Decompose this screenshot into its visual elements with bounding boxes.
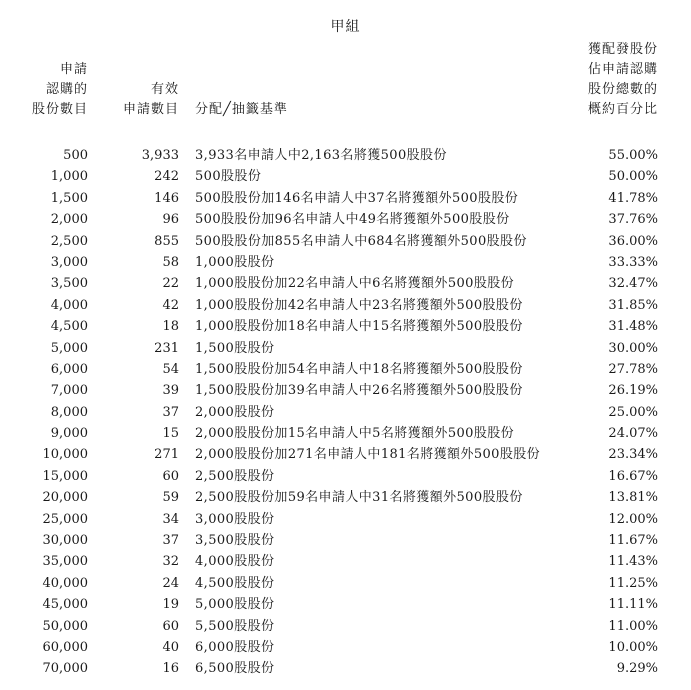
allocation-basis-cell: 3,000股股份	[195, 511, 275, 527]
approx-percentage-cell: 24.07%	[608, 426, 658, 442]
shares-applied-cell: 5,000	[50, 340, 88, 356]
allocation-basis-cell: 3,933名申請人中2,163名將獲500股股份	[195, 148, 447, 163]
valid-applications-cell: 24	[162, 575, 179, 591]
approx-percentage-cell: 33.33%	[608, 254, 658, 270]
header-approx-percentage-line: 概約百分比	[587, 102, 658, 117]
header-valid-applications	[100, 80, 179, 120]
allocation-basis-cell: 4,000股股份	[195, 554, 275, 570]
valid-applications-cell: 231	[154, 340, 179, 356]
valid-applications-cell: 271	[154, 447, 179, 463]
header-shares-applied	[0, 60, 88, 120]
valid-applications-cell: 60	[162, 618, 179, 634]
valid-applications-cell: 855	[154, 233, 179, 249]
shares-applied-cell: 70,000	[42, 661, 88, 677]
approx-percentage-cell: 23.34%	[608, 447, 658, 463]
approx-percentage-cell: 16.67%	[608, 468, 658, 484]
shares-applied-cell: 9,000	[50, 426, 88, 442]
table-row	[0, 295, 691, 316]
table-row	[0, 487, 691, 508]
approx-percentage-cell: 31.48%	[608, 319, 658, 335]
table-row	[0, 509, 691, 530]
valid-applications-cell: 16	[162, 661, 179, 677]
valid-applications-cell: 32	[162, 554, 179, 570]
shares-applied-cell: 2,500	[50, 233, 88, 249]
valid-applications-cell: 19	[162, 597, 179, 613]
valid-applications-cell: 15	[162, 426, 179, 442]
valid-applications-cell: 54	[162, 361, 179, 377]
shares-applied-cell: 25,000	[42, 511, 88, 527]
allocation-basis-cell: 2,000股股份	[195, 404, 275, 420]
table-body	[0, 145, 691, 680]
allocation-basis-cell: 1,000股股份	[195, 254, 275, 270]
valid-applications-cell: 3,933	[141, 148, 179, 163]
table-row	[0, 402, 691, 423]
approx-percentage-cell: 30.00%	[608, 340, 658, 356]
allocation-basis-cell: 2,500股股份	[195, 468, 275, 484]
shares-applied-cell: 35,000	[42, 554, 88, 570]
table-row	[0, 316, 691, 337]
table-row	[0, 209, 691, 230]
approx-percentage-cell: 27.78%	[608, 361, 658, 377]
allocation-basis-cell: 1,500股股份	[195, 340, 275, 356]
allocation-basis-cell: 5,500股股份	[195, 618, 275, 634]
valid-applications-cell: 146	[154, 190, 179, 206]
approx-percentage-cell: 26.19%	[608, 383, 658, 399]
allocation-basis-cell: 500股股份加855名申請人中684名將獲額外500股股份	[195, 233, 527, 249]
shares-applied-cell: 7,000	[50, 383, 88, 399]
table-row	[0, 616, 691, 637]
allocation-basis-cell: 5,000股股份	[195, 597, 275, 613]
valid-applications-cell: 96	[162, 212, 179, 228]
approx-percentage-cell: 25.00%	[608, 404, 658, 420]
allocation-basis-cell: 1,000股股份加42名申請人中23名將獲額外500股股份	[195, 297, 523, 313]
approx-percentage-cell: 31.85%	[608, 297, 658, 313]
table-row	[0, 530, 691, 551]
shares-applied-cell: 10,000	[42, 447, 88, 463]
approx-percentage-cell: 11.00%	[608, 618, 658, 634]
approx-percentage-cell: 10.00%	[608, 639, 658, 655]
header-approx-percentage-line: 股份總數的	[587, 82, 658, 97]
approx-percentage-cell: 41.78%	[608, 190, 658, 206]
approx-percentage-cell: 13.81%	[608, 490, 658, 506]
shares-applied-cell: 500	[63, 148, 88, 163]
allocation-basis-cell: 1,500股股份加54名申請人中18名將獲額外500股股份	[195, 361, 523, 377]
table-row	[0, 594, 691, 615]
table-row	[0, 444, 691, 465]
approx-percentage-cell: 50.00%	[608, 169, 658, 185]
allocation-basis-cell: 500股股份加146名申請人中37名將獲額外500股股份	[195, 190, 519, 206]
header-shares-applied-line: 股份數目	[31, 102, 88, 117]
valid-applications-cell: 18	[162, 319, 179, 335]
valid-applications-cell: 22	[162, 276, 179, 292]
header-valid-applications-line: 申請數目	[122, 102, 179, 117]
approx-percentage-cell: 11.25%	[608, 575, 658, 591]
shares-applied-cell: 8,000	[50, 404, 88, 420]
allocation-basis-cell: 6,000股股份	[195, 639, 275, 655]
shares-applied-cell: 4,000	[50, 297, 88, 313]
table-row	[0, 273, 691, 294]
shares-applied-cell: 3,500	[50, 276, 88, 292]
allocation-basis-cell: 500股股份	[195, 169, 262, 185]
header-shares-applied-line: 認購的	[45, 82, 88, 97]
table-row	[0, 188, 691, 209]
valid-applications-cell: 39	[162, 383, 179, 399]
allocation-basis-cell: 2,000股股份加15名申請人中5名將獲額外500股股份	[195, 426, 515, 442]
header-valid-applications-line: 有效	[150, 82, 179, 97]
allocation-basis-cell: 1,000股股份加22名申請人中6名將獲額外500股股份	[195, 276, 515, 292]
table-row	[0, 637, 691, 658]
valid-applications-cell: 37	[162, 533, 179, 549]
allocation-basis-cell: 4,500股股份	[195, 575, 275, 591]
valid-applications-cell: 60	[162, 468, 179, 484]
table-row	[0, 252, 691, 273]
valid-applications-cell: 42	[162, 297, 179, 313]
table-row	[0, 380, 691, 401]
table-row	[0, 145, 691, 166]
approx-percentage-cell: 37.76%	[608, 212, 658, 228]
shares-applied-cell: 30,000	[42, 533, 88, 549]
shares-applied-cell: 1,500	[50, 190, 88, 206]
allocation-basis-cell: 6,500股股份	[195, 661, 275, 677]
table-row	[0, 338, 691, 359]
approx-percentage-cell: 36.00%	[608, 233, 658, 249]
shares-applied-cell: 45,000	[42, 597, 88, 613]
allocation-basis-cell: 3,500股股份	[195, 533, 275, 549]
shares-applied-cell: 60,000	[42, 639, 88, 655]
table-row	[0, 658, 691, 679]
shares-applied-cell: 40,000	[42, 575, 88, 591]
allocation-basis-cell: 1,500股股份加39名申請人中26名將獲額外500股股份	[195, 383, 523, 399]
table-row	[0, 231, 691, 252]
group-title: 甲組	[330, 19, 361, 35]
allocation-basis-cell: 2,000股股份加271名申請人中181名將獲額外500股股份	[195, 447, 541, 463]
allocation-basis-cell: 500股股份加96名申請人中49名將獲額外500股股份	[195, 212, 510, 228]
valid-applications-cell: 34	[162, 511, 179, 527]
header-shares-applied-line: 申請	[59, 62, 88, 77]
approx-percentage-cell: 9.29%	[616, 661, 658, 677]
allocation-basis-cell: 1,000股股份加18名申請人中15名將獲額外500股股份	[195, 319, 523, 335]
header-approx-percentage	[560, 40, 658, 120]
shares-applied-cell: 15,000	[42, 468, 88, 484]
table-row	[0, 573, 691, 594]
shares-applied-cell: 6,000	[50, 361, 88, 377]
approx-percentage-cell: 32.47%	[608, 276, 658, 292]
valid-applications-cell: 242	[154, 169, 179, 185]
shares-applied-cell: 50,000	[42, 618, 88, 634]
shares-applied-cell: 4,500	[50, 319, 88, 335]
shares-applied-cell: 20,000	[42, 490, 88, 506]
table-row	[0, 466, 691, 487]
header-approx-percentage-line: 獲配發股份	[587, 42, 658, 57]
valid-applications-cell: 40	[162, 639, 179, 655]
table-row	[0, 359, 691, 380]
valid-applications-cell: 59	[162, 490, 179, 506]
approx-percentage-cell: 11.43%	[608, 554, 658, 570]
shares-applied-cell: 2,000	[50, 212, 88, 228]
shares-applied-cell: 3,000	[50, 254, 88, 270]
valid-applications-cell: 58	[162, 254, 179, 270]
approx-percentage-cell: 11.11%	[608, 597, 658, 613]
approx-percentage-cell: 55.00%	[608, 148, 658, 163]
shares-applied-cell: 1,000	[50, 169, 88, 185]
table-row	[0, 551, 691, 572]
table-row	[0, 423, 691, 444]
allocation-basis-cell: 2,500股股份加59名申請人中31名將獲額外500股股份	[195, 490, 523, 506]
approx-percentage-cell: 12.00%	[608, 511, 658, 527]
header-approx-percentage-line: 佔申請認購	[587, 62, 658, 77]
table-row	[0, 166, 691, 187]
valid-applications-cell: 37	[162, 404, 179, 420]
approx-percentage-cell: 11.67%	[608, 533, 658, 549]
header-allocation-basis: 分配╱抽籤基準	[195, 102, 288, 117]
